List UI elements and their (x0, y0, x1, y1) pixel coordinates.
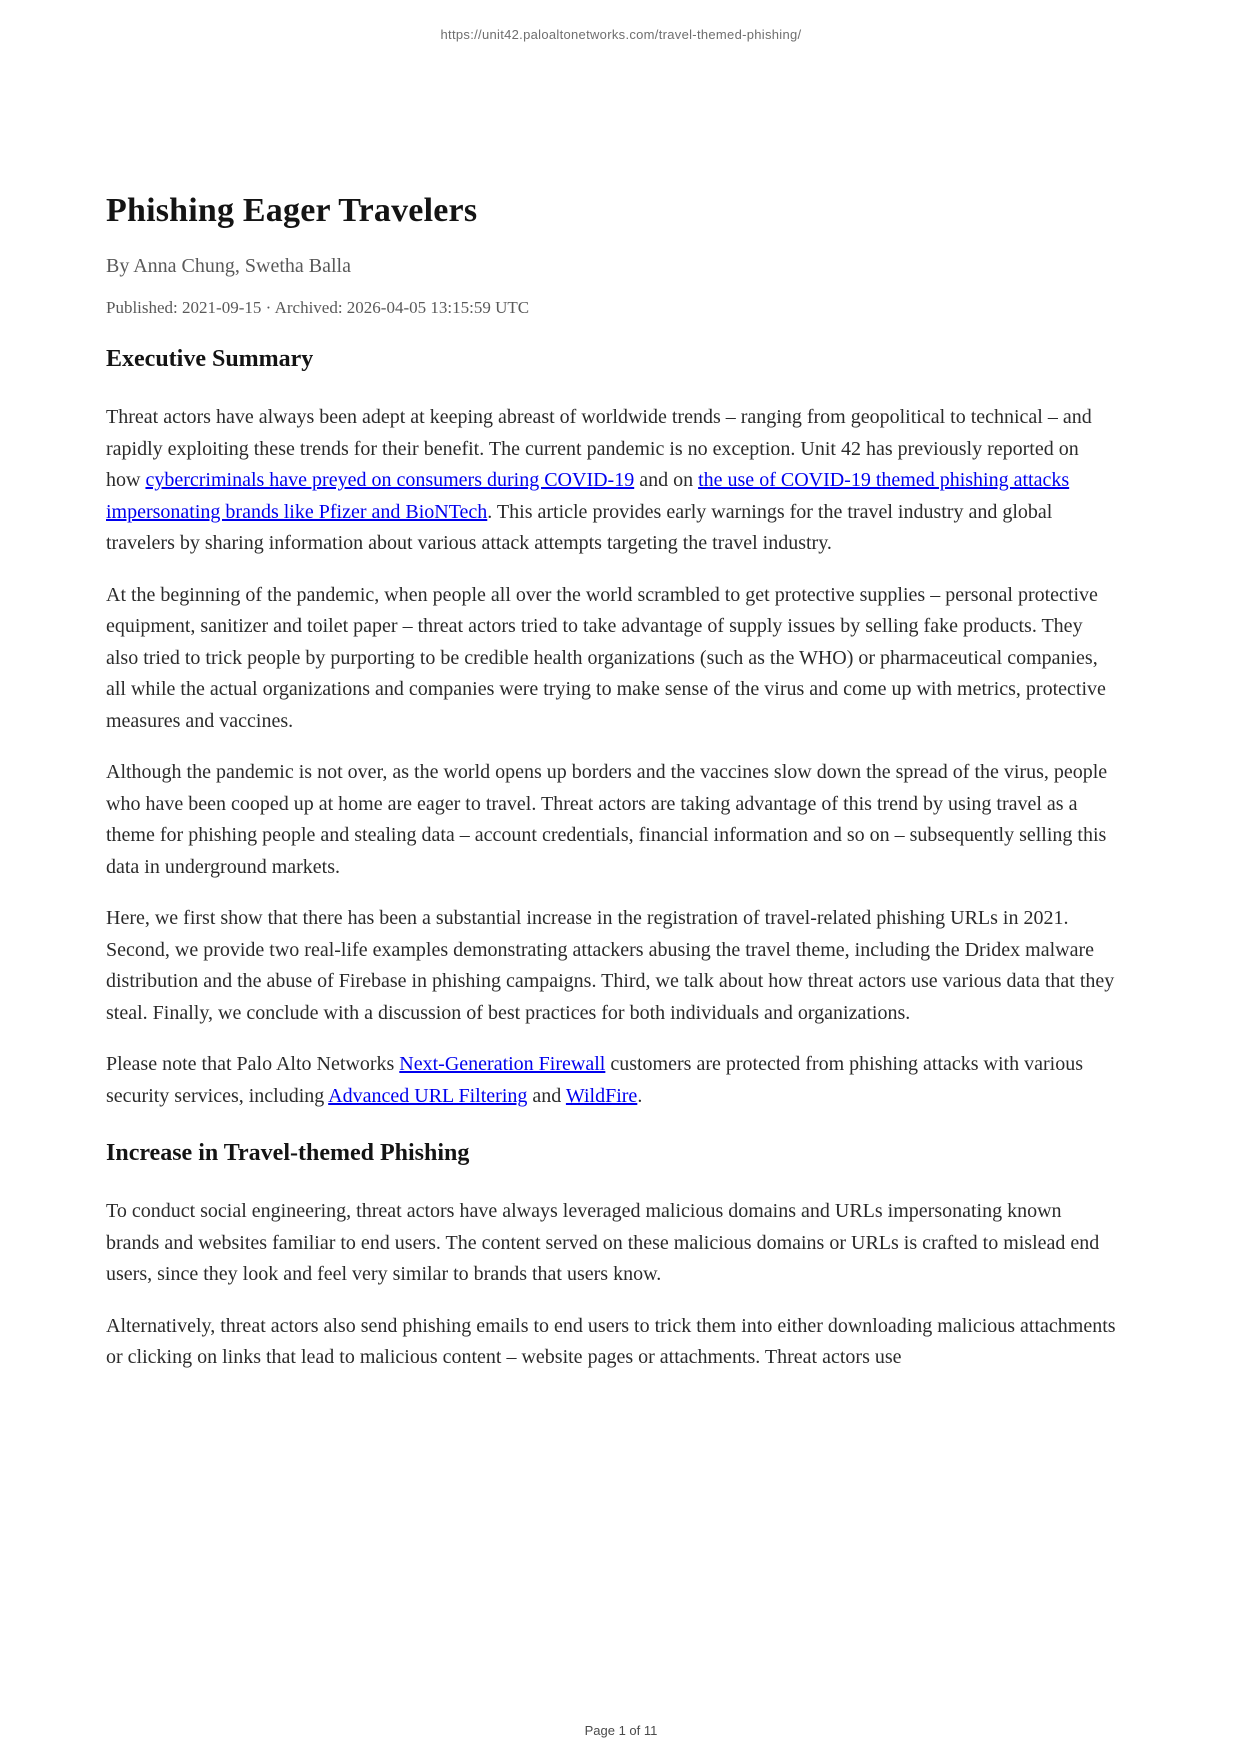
archive-url-header: https://unit42.paloaltonetworks.com/travel-themed-phishing/ (440, 27, 802, 42)
page-number: Page 1 of 11 (584, 1723, 658, 1738)
article-byline: By Anna Chung, Swetha Balla (106, 255, 351, 277)
inline-link[interactable]: Next-Generation Firewall (399, 1053, 606, 1075)
inline-link[interactable]: WildFire (565, 1084, 638, 1107)
article-title: Phishing Eager Travelers (106, 192, 478, 229)
section-heading: Increase in Travel-themed Phishing (106, 1140, 470, 1166)
paragraph: Here, we first show that there has been a substantial increase in the registration of travel-related phishing URLs in 2021. Second, we provide two real-life examples demonstrating attackers abusing the travel theme, including the Dridex malware distribution and the abuse of Firebase in phishing campaigns. Third, we talk about how threat actors use various data that they steal. Finally, we conclude with a discussion of best practices for both individuals and organizations. (106, 907, 1115, 1024)
paragraph: Threat actors have always been adept at keeping abreast of worldwide trends – ranging from geopolitical to technical – and rapidly exploiting these trends for their benefit. The current pandemic is no exception. Unit 42 has previously reported on how cybercriminals have preyed on consumers during COVID-19 and on the use of COVID-19 themed phishing attacks impersonating brands like Pfizer and BioNTech. This article provides early warnings for the travel industry and global travelers by sharing information about various attack attempts targeting the travel industry. (106, 406, 1092, 554)
article-content (106, 192, 1116, 1374)
paragraph: Although the pandemic is not over, as the world opens up borders and the vaccines slow down the spread of the virus, people who have been cooped up at home are eager to travel. Threat actors are taking advantage of this trend by using travel as a theme for phishing people and stealing data – account credentials, financial information and so on – subsequently selling this data in underground markets. (106, 761, 1108, 878)
inline-link[interactable]: Advanced URL Filtering (328, 1084, 528, 1107)
section-heading: Executive Summary (106, 346, 314, 372)
article-meta: Published: 2021-09-15 · Archived: 2026-04-05 13:15:59 UTC (106, 298, 530, 317)
article-body (106, 346, 1116, 1374)
inline-link[interactable]: cybercriminals have preyed on consumers during COVID-19 (145, 469, 635, 491)
paragraph: Please note that Palo Alto Networks Next-Generation Firewall customers are protected from phishing attacks with various security services, including Advanced URL Filtering and WildFire. (106, 1053, 1083, 1107)
paragraph: At the beginning of the pandemic, when people all over the world scrambled to get protective supplies – personal protective equipment, sanitizer and toilet paper – threat actors tried to take advantage of supply issues by selling fake products. They also tried to trick people by purporting to be credible health organizations (such as the WHO) or pharmaceutical companies, all while the actual organizations and companies were trying to make sense of the virus and come up with metrics, protective measures and vaccines. (106, 583, 1106, 732)
inline-link[interactable]: the use of COVID-19 themed phishing attacks impersonating brands like Pfizer and BioNTech (106, 469, 1070, 523)
paragraph: To conduct social engineering, threat actors have always leveraged malicious domains and URLs impersonating known brands and websites familiar to end users. The content served on these malicious domains or URLs is crafted to mislead end users, since they look and feel very similar to brands that users know. (106, 1200, 1100, 1285)
paragraph: Alternatively, threat actors also send phishing emails to end users to trick them into either downloading malicious attachments or clicking on links that lead to malicious content – website pages or attachments. Threat actors use (106, 1314, 1116, 1368)
